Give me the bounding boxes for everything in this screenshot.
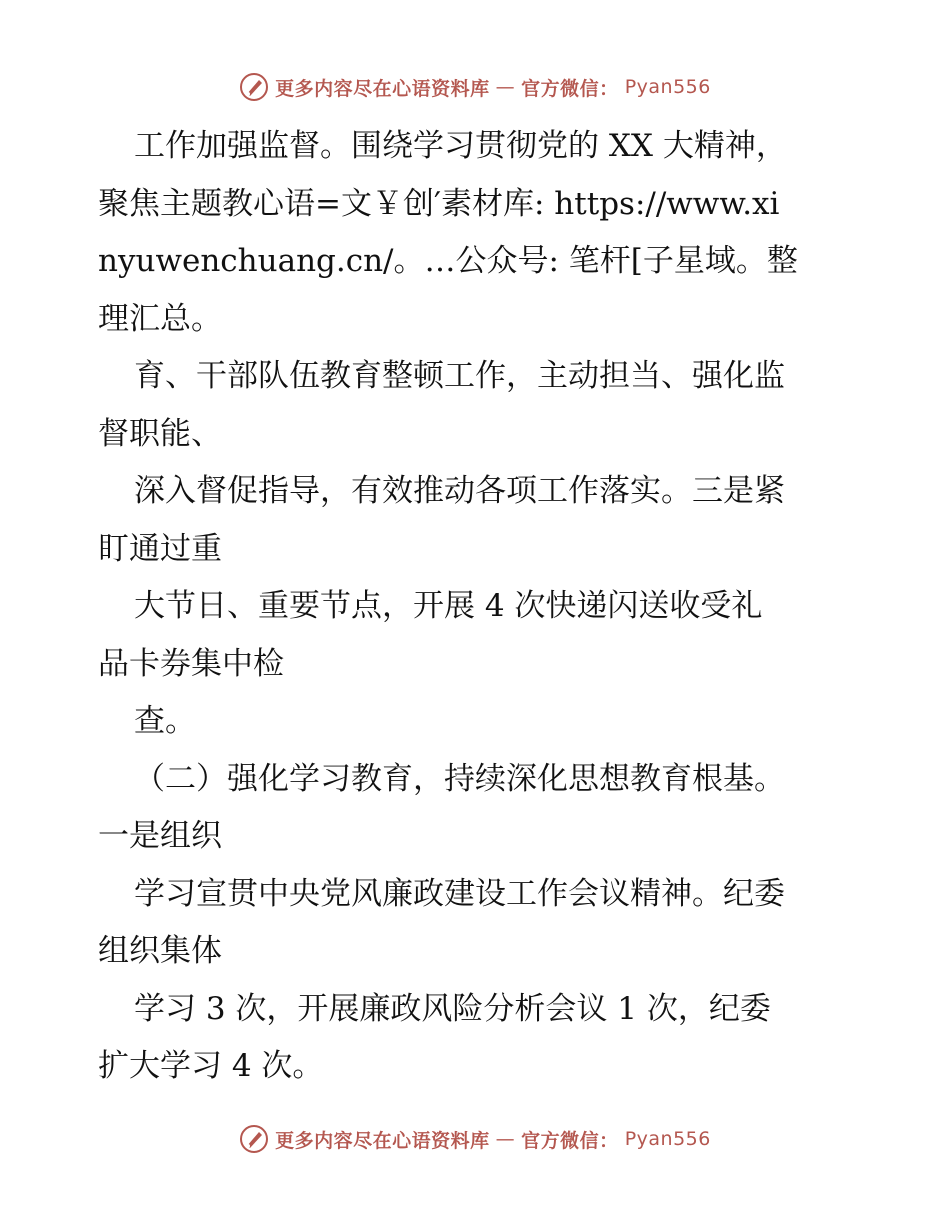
document-line: 学习宣贯中央党风廉政建设工作会议精神。纪委 (134, 875, 785, 912)
document-line: 工作加强监督。围绕学习贯彻党的 XX 大精神， (134, 128, 787, 164)
document-line: 理汇总。 (98, 300, 222, 337)
footer-watermark (0, 1124, 950, 1154)
document-line: 组织集体 (98, 933, 222, 969)
document-line: 学习 3 次，开展廉政风险分析会议 1 次，纪委 (134, 990, 771, 1027)
watermark-official-label: 官方微信： (521, 77, 619, 100)
watermark-dash: — (495, 76, 516, 98)
document-line: 扩大学习 4 次。 (98, 1048, 324, 1084)
header-watermark (0, 72, 950, 102)
document-line: 大节日、重要节点，开展 4 次快递闪送收受礼 (134, 588, 763, 624)
watermark-main-text: 更多内容尽在心语资料库 (275, 1129, 490, 1152)
document-line: 一是组织 (98, 818, 222, 854)
watermark-dash: — (495, 1128, 516, 1150)
pen-logo-icon (239, 72, 269, 102)
watermark-wechat-id: Pyan556 (624, 1128, 711, 1150)
document-line: 盯通过重 (98, 530, 222, 567)
document-line: 督职能、 (98, 415, 222, 452)
watermark-wechat-id: Pyan556 (624, 76, 711, 98)
document-line: 深入督促指导，有效推动各项工作落实。三是紧 (134, 473, 785, 509)
document-line: nyuwenchuang.cn/。…公众号: 笔杆[子星域。整 (98, 243, 798, 279)
document-line: 查。 (134, 703, 196, 739)
document-line: 育、干部队伍教育整顿工作，主动担当、强化监 (134, 358, 785, 394)
pen-logo-icon (239, 1124, 269, 1154)
watermark-official-label: 官方微信： (521, 1129, 619, 1152)
document-body (98, 118, 858, 1096)
document-line: （二）强化学习教育，持续深化思想教育根基。 (134, 760, 785, 797)
document-line: 聚焦主题教心语=文￥创′素材库: https://www.xi (98, 185, 780, 222)
watermark-main-text: 更多内容尽在心语资料库 (275, 77, 490, 100)
document-line: 品卡券集中检 (98, 645, 284, 682)
